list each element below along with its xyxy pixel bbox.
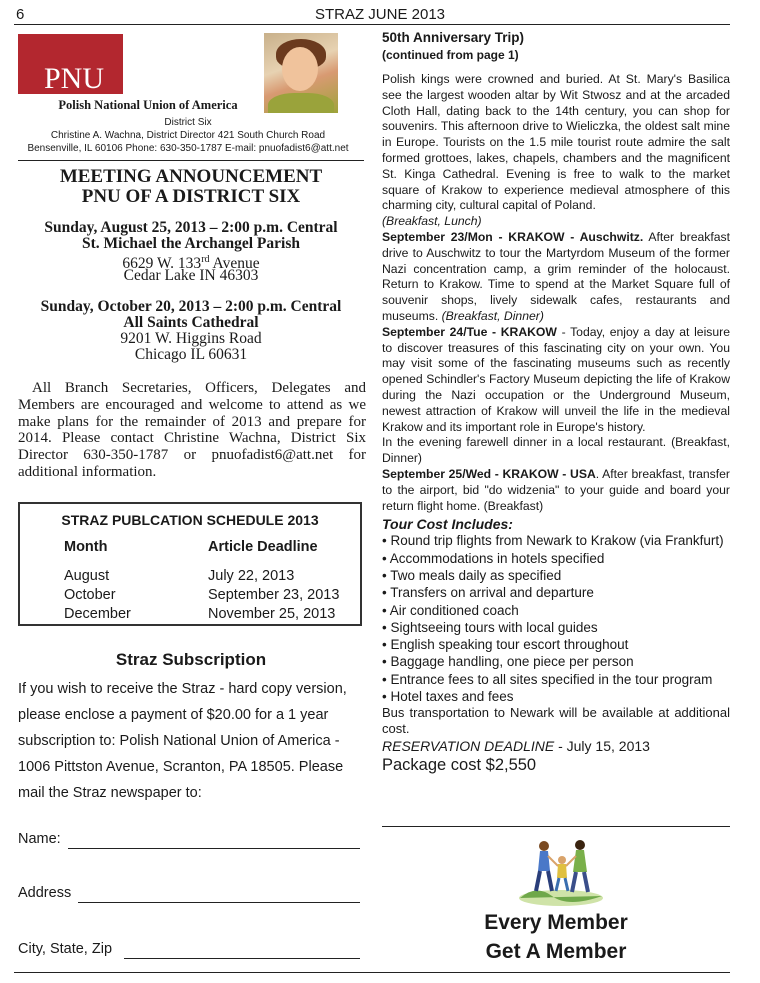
address-field[interactable]: [78, 902, 360, 903]
org-name: Polish National Union of America: [58, 98, 238, 112]
schedule-month: December: [64, 606, 131, 622]
reservation-deadline: RESERVATION DEADLINE - July 15, 2013: [382, 738, 650, 755]
package-cost: Package cost $2,550: [382, 756, 537, 775]
includes-item: • Transfers on arrival and departure: [382, 585, 594, 601]
event2-city: Chicago IL 60631: [134, 346, 248, 363]
schedule-title: STRAZ PUBLCATION SCHEDULE 2013: [61, 512, 319, 528]
mailing-form: [18, 820, 366, 970]
slogan: [382, 908, 730, 966]
itinerary-paragraph: September 25/Wed - KRAKOW - USA. After breakfast, transfer to the airport, bid "do widzenia" to your guide and board your return flight home. (Breakfast): [382, 466, 730, 513]
event2-date: Sunday, October 20, 2013 – 2:00 p.m. Central: [40, 298, 342, 315]
schedule-deadline: September 23, 2013: [208, 587, 340, 603]
schedule-month: August: [64, 568, 110, 584]
invite-paragraph: All Branch Secretaries, Officers, Delegates and Members are encouraged and welcome to attend as we make plans for the remainder of 2013 and prepare for 2014. Please contact Christine Wachna, District Six Director 630-350-1787 or pnuofadist6@att.net for additional information.: [18, 380, 366, 480]
meals-note: (Breakfast, Lunch): [382, 214, 482, 229]
tour-cost-title: Tour Cost Includes:: [382, 516, 513, 533]
includes-item: • English speaking tour escort throughout: [382, 637, 629, 653]
slogan-line-2: Get A Member: [485, 940, 627, 963]
divider: [18, 160, 364, 161]
event1-venue: St. Michael the Archangel Parish: [82, 235, 300, 252]
schedule-header-deadline: Article Deadline: [208, 539, 318, 555]
subscription-body: If you wish to receive the Straz - hard copy version, please enclose a payment of $20.00 for a 1 year subscription to: Polish National Union of America - 1006 Pittston Avenue, Scranton, PA 18505. Please mail the Straz newspaper to:: [18, 681, 347, 801]
itinerary-paragraph: Polish kings were crowned and buried. At St. Mary's Basilica see the largest wooden altar by Wit Stwosz and at the arcaded Cloth Hall, dating back to the 14th century, you can shop for souvenirs. This afternoon drive to Wieliczka, the oldest salt mine in Europe. Tourists on the 1.5 mile tourist route admire the salt formed grottoes, lakes, chapels, chambers and the magnificent St. Kinga Cathedral. Evening is free to walk to the market square of Krakow to experience medieval atmosphere of this charming city, cultural capital of Poland.: [382, 72, 730, 213]
address-label: Address: [18, 885, 72, 901]
schedule-month: October: [64, 587, 116, 603]
header-rule: [14, 24, 730, 25]
address-line-1: Christine A. Wachna, District Director 421 South Church Road: [50, 130, 326, 141]
district-label: District Six: [164, 117, 212, 128]
running-title: STRAZ JUNE 2013: [314, 6, 446, 23]
event1-street: 6629 W. 133rd Avenue: [122, 254, 260, 273]
logo-text: PNU: [44, 62, 105, 95]
includes-item: • Hotel taxes and fees: [382, 688, 514, 704]
meeting-title-1: MEETING ANNOUNCEMENT: [59, 166, 323, 187]
page-number: 6: [16, 6, 25, 23]
pnu-logo: [18, 34, 123, 94]
schedule-deadline: July 22, 2013: [208, 568, 295, 584]
meeting-title-2: PNU OF A DISTRICT SIX: [81, 186, 301, 207]
subscription-title: Straz Subscription: [115, 650, 267, 669]
bus-note: Bus transportation to Newark will be available at additional cost.: [382, 705, 730, 737]
event2-street: 9201 W. Higgins Road: [120, 330, 262, 347]
includes-item: • Air conditioned coach: [382, 602, 519, 618]
footer-rule: [14, 972, 730, 973]
city-state-zip-field[interactable]: [124, 958, 360, 959]
schedule-deadline: November 25, 2013: [208, 606, 336, 622]
family-walking-clipart: [516, 836, 606, 908]
publication-schedule-box: [18, 502, 362, 626]
address-line-2: Bensenville, IL 60106 Phone: 630-350-1787 E-mail: pnuofadist6@att.net: [27, 143, 349, 154]
itinerary-paragraph: In the evening farewell dinner in a local restaurant. (Breakfast, Dinner): [382, 435, 730, 466]
city-state-zip-label: City, State, Zip: [18, 941, 113, 957]
article-continued: (continued from page 1): [382, 48, 519, 62]
includes-item: • Round trip flights from Newark to Krakow (via Frankfurt): [382, 533, 724, 549]
includes-item: • Entrance fees to all sites specified in the tour program: [382, 671, 713, 687]
event2-venue: All Saints Cathedral: [123, 314, 259, 331]
includes-item: • Baggage handling, one piece per person: [382, 654, 634, 670]
itinerary-paragraph: September 24/Tue - KRAKOW - Today, enjoy a day at leisure to discover treasures of this fascinating city on your own. You may visit some of the fascinating museums such as recently opened Schindler's Factory Museum depicting the life of Krakow during the Nazi occupation or the Underground Museum, newest attraction of Krakow will unveil the life in the medieval Krakow and its important role in Europe's history.: [382, 324, 730, 434]
divider: [382, 826, 730, 827]
schedule-header-month: Month: [64, 539, 108, 555]
includes-item: • Sightseeing tours with local guides: [382, 619, 598, 635]
itinerary-paragraph: September 23/Mon - KRAKOW - Auschwitz. After breakfast drive to Auschwitz to tour the Martyrdom Museum of the former Nazi concentration camp, a grim reminder of the holocaust. Return to Krakow. Time to spend at the Market Square full of souvenir shops, lively sidewalk cafes, restaurants and museums. (Breakfast, Dinner): [382, 229, 730, 323]
includes-item: • Accommodations in hotels specified: [382, 550, 605, 566]
event1-date: Sunday, August 25, 2013 – 2:00 p.m. Central: [44, 219, 338, 236]
article-title: 50th Anniversary Trip): [382, 30, 525, 45]
event1-city: Cedar Lake IN 46303: [123, 267, 259, 284]
article-body: [382, 72, 730, 775]
slogan-line-1: Every Member: [484, 911, 628, 934]
name-field[interactable]: [68, 848, 360, 849]
name-label: Name:: [18, 831, 61, 847]
includes-item: • Two meals daily as specified: [382, 567, 562, 583]
